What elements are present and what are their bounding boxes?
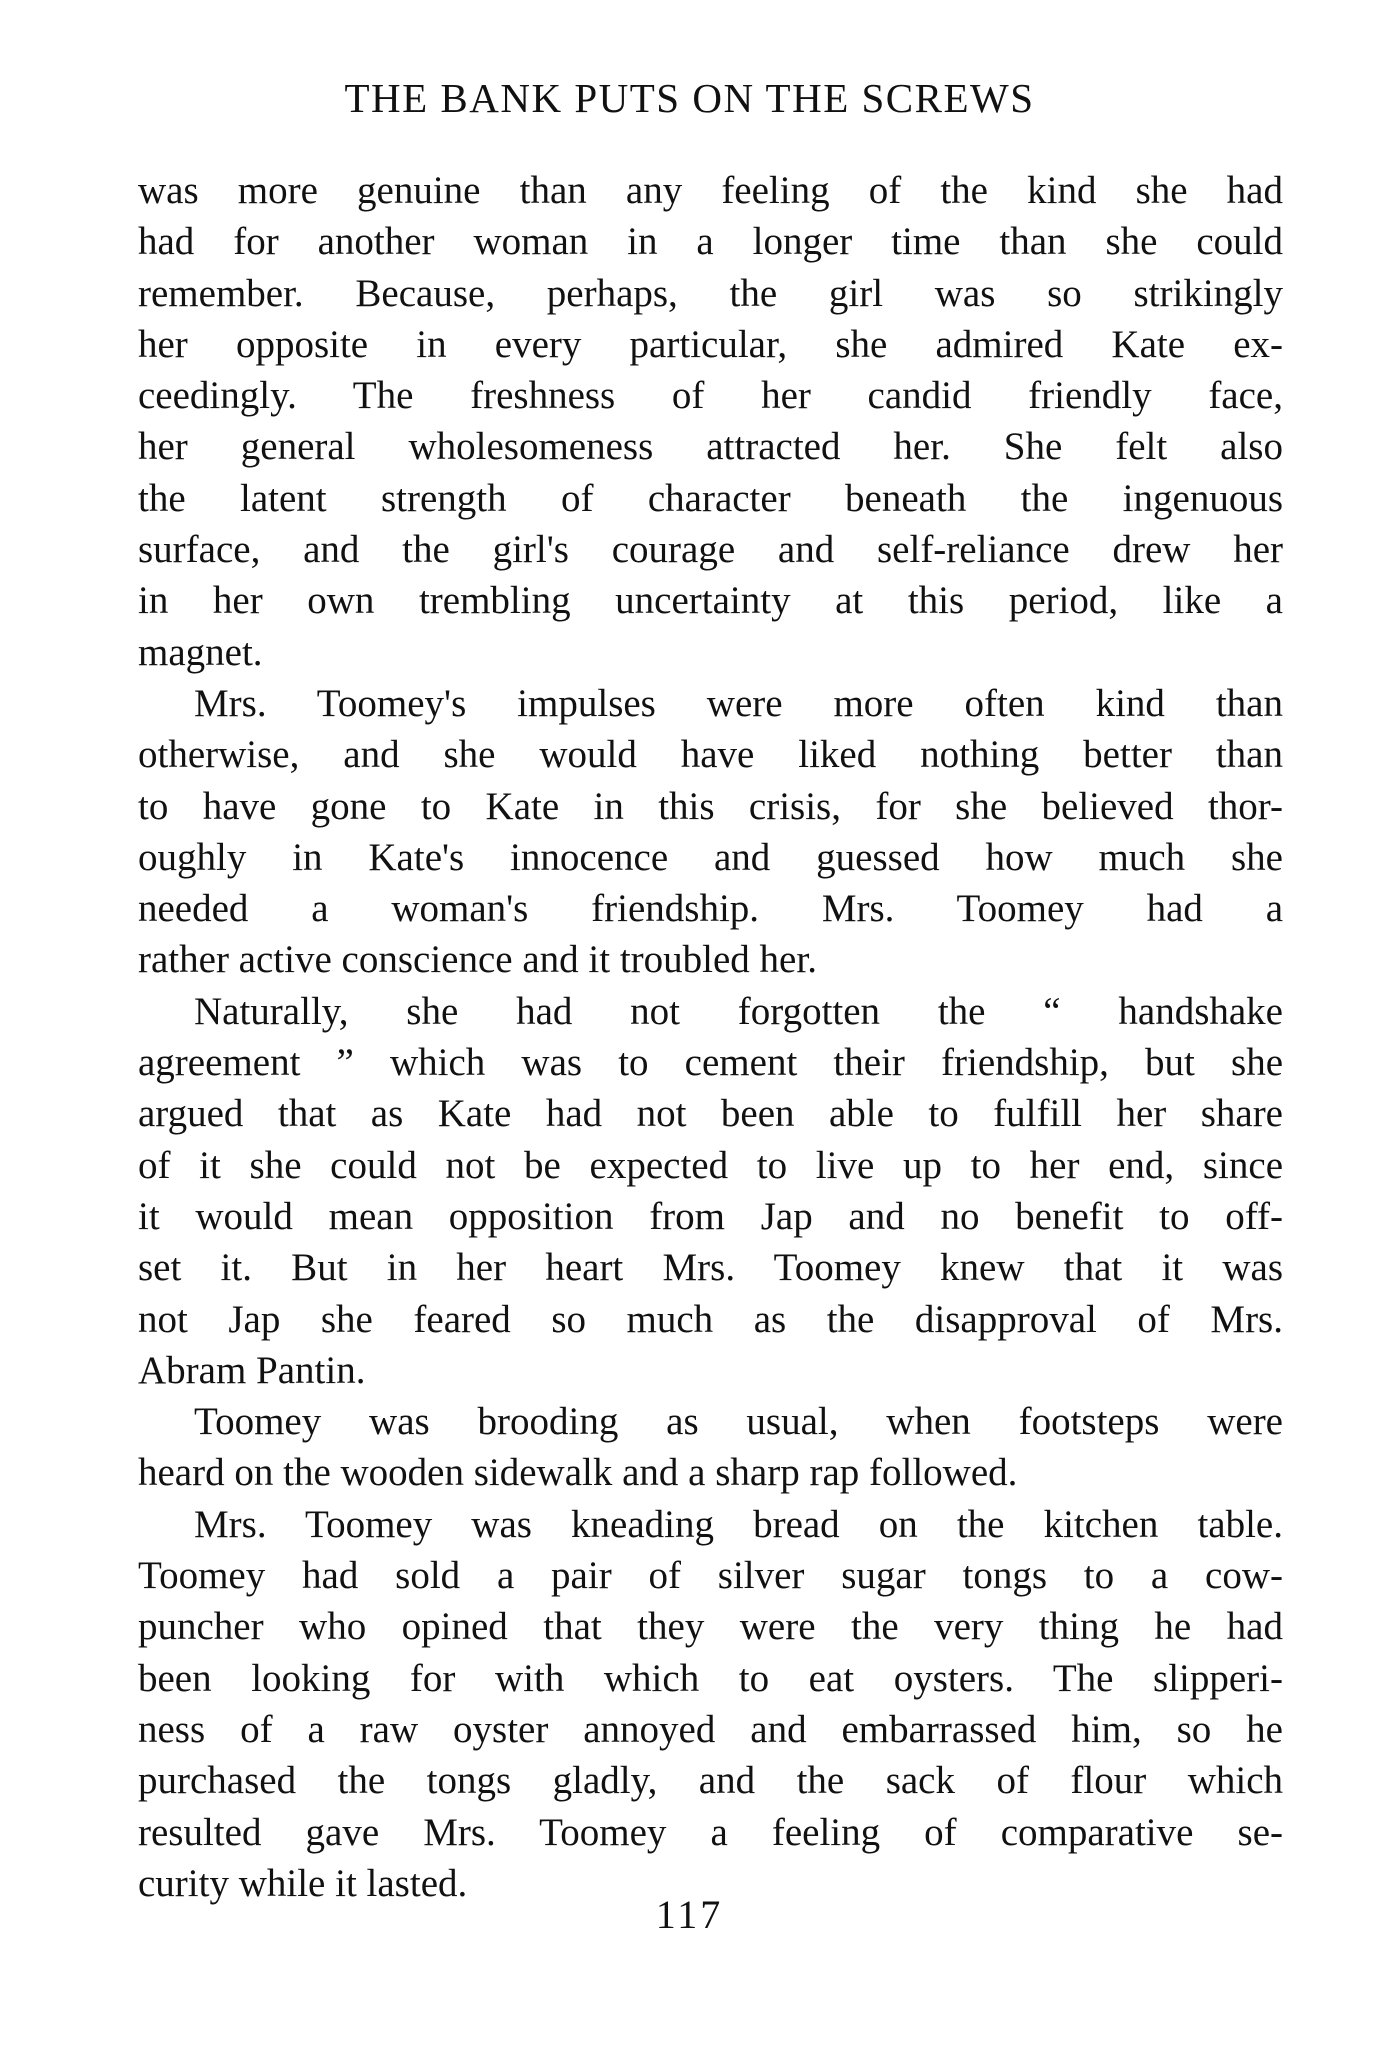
text-line: agreement ” which was to cement their friendship, but she (138, 1041, 1283, 1085)
page-number: 117 (655, 1892, 724, 1937)
text-line: the latent strength of character beneath the ingenuous (138, 476, 1283, 520)
text-line: her opposite in every particular, she admired Kate ex- (138, 322, 1283, 366)
text-line: curity while it lasted. (138, 1861, 468, 1905)
body-text (138, 165, 1283, 1909)
text-line: of it she could not be expected to live up to her end, since (138, 1143, 1283, 1187)
text-line: in her own trembling uncertainty at this period, like a (138, 579, 1283, 623)
text-line: her general wholesomeness attracted her. She felt also (138, 425, 1283, 469)
text-line: had for another woman in a longer time than she could (138, 220, 1283, 264)
text-line: puncher who opined that they were the very thing he had (138, 1605, 1283, 1649)
text-line: it would mean opposition from Jap and no benefit to off- (138, 1194, 1283, 1238)
text-line: resulted gave Mrs. Toomey a feeling of comparative se- (138, 1810, 1283, 1854)
running-head-title: THE BANK PUTS ON THE SCREWS (344, 75, 1035, 121)
text-line: oughly in Kate's innocence and guessed how much she (138, 835, 1283, 879)
text-line: remember. Because, perhaps, the girl was so strikingly (138, 271, 1283, 315)
text-line: Abram Pantin. (138, 1348, 366, 1392)
text-line: Naturally, she had not forgotten the “ handshake (194, 989, 1283, 1033)
text-line: ceedingly. The freshness of her candid friendly face, (138, 374, 1283, 418)
text-line: been looking for with which to eat oysters. The slipperi- (138, 1656, 1283, 1700)
text-line: to have gone to Kate in this crisis, for she believed thor- (138, 784, 1283, 828)
text-line: Mrs. Toomey was kneading bread on the kitchen table. (194, 1502, 1283, 1546)
text-line: Toomey had sold a pair of silver sugar tongs to a cow- (138, 1554, 1283, 1598)
text-line: was more genuine than any feeling of the kind she had (138, 169, 1283, 212)
text-line: Mrs. Toomey's impulses were more often kind than (194, 681, 1283, 725)
text-line: otherwise, and she would have liked nothing better than (138, 733, 1283, 777)
text-line: rather active conscience and it troubled her. (138, 938, 817, 982)
text-line: needed a woman's friendship. Mrs. Toomey had a (138, 887, 1283, 931)
text-line: argued that as Kate had not been able to fulfill her share (138, 1092, 1283, 1136)
text-line: ness of a raw oyster annoyed and embarrassed him, so he (138, 1707, 1283, 1751)
text-line: set it. But in her heart Mrs. Toomey knew that it was (138, 1246, 1283, 1290)
text-line: magnet. (138, 630, 263, 674)
text-line: not Jap she feared so much as the disapproval of Mrs. (138, 1297, 1283, 1341)
text-line: Toomey was brooding as usual, when footsteps were (194, 1400, 1283, 1444)
text-line: heard on the wooden sidewalk and a sharp rap followed. (138, 1451, 1018, 1495)
text-line: purchased the tongs gladly, and the sack of flour which (138, 1759, 1283, 1803)
text-line: surface, and the girl's courage and self-reliance drew her (138, 528, 1283, 572)
